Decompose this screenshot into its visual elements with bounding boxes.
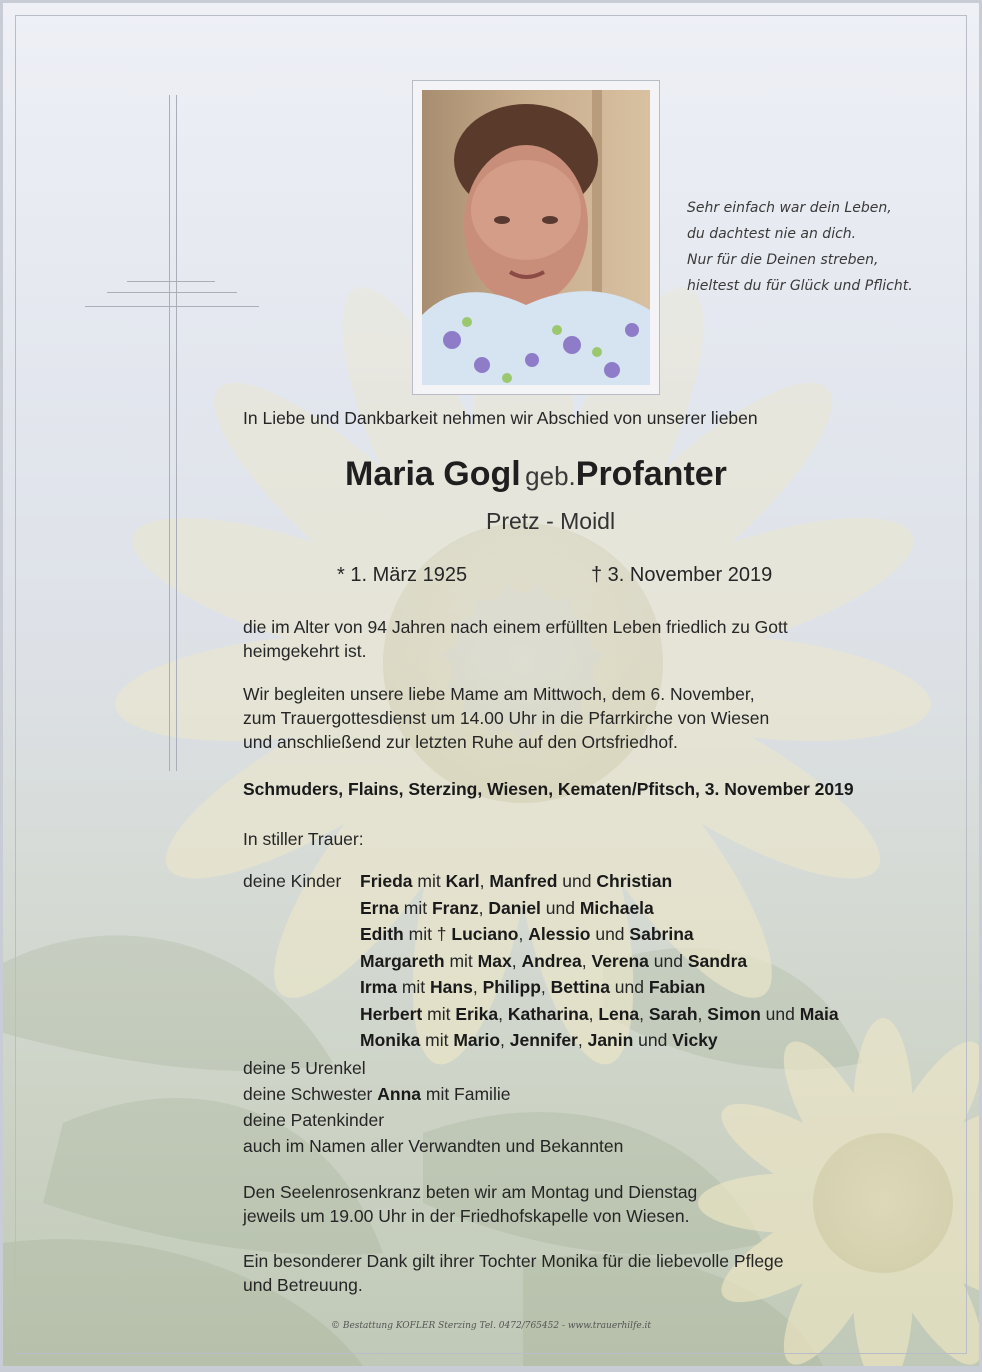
- places-date: [243, 779, 854, 800]
- poem: [687, 195, 913, 299]
- places-date-text: Schmuders, Flains, Sterzing, Wiesen, Kematen/Pfitsch, 3. November 2019: [243, 779, 854, 799]
- child-row: Frieda mit Karl, Manfred und Christian: [360, 871, 673, 891]
- paragraph-line: und anschließend zur letzten Ruhe auf den Ortsfriedhof.: [243, 732, 678, 752]
- portrait-frame: [412, 80, 660, 395]
- cross-icon: [169, 95, 177, 771]
- child-row: Edith mit † Luciano, Alessio und Sabrina: [360, 924, 694, 944]
- kinder-label: deine Kinder: [243, 871, 342, 891]
- paragraph-line: Wir begleiten unsere liebe Mame am Mittwoch, dem 6. November,: [243, 684, 755, 704]
- thanks-line: und Betreuung.: [243, 1275, 363, 1295]
- deceased-first-last: Maria Gogl: [345, 455, 521, 493]
- child-row: Herbert mit Erika, Katharina, Lena, Sarah, Simon und Maia: [360, 1003, 839, 1024]
- relatives-paten: deine Patenkinder: [243, 1110, 385, 1130]
- geb-label: geb.: [525, 461, 576, 491]
- thanks-line: Ein besonderer Dank gilt ihrer Tochter Monika für die liebevolle Pflege: [243, 1251, 784, 1271]
- paragraph-line: die im Alter von 94 Jahren nach einem erfüllten Leben friedlich zu Gott: [243, 617, 788, 637]
- deceased-maiden: Profanter: [575, 455, 727, 493]
- child-row: Erna mit Franz, Daniel und Michaela: [360, 897, 654, 918]
- paragraph-line: zum Trauergottesdienst um 14.00 Uhr in die Pfarrkirche von Wiesen: [243, 708, 770, 728]
- relatives-urenkel: deine 5 Urenkel: [243, 1058, 366, 1078]
- child-row: Margareth mit Max, Andrea, Verena und Sandra: [360, 950, 748, 971]
- child-row: Monika mit Mario, Jennifer, Janin und Vicky: [360, 1030, 718, 1050]
- death-date: † 3. November 2019: [591, 564, 773, 586]
- cross-bar-mid: [107, 292, 237, 293]
- obituary-card: [3, 3, 979, 1366]
- poem-line: Sehr einfach war dein Leben,: [687, 200, 892, 216]
- poem-line: du dachtest nie an dich.: [687, 226, 857, 242]
- cross-bar-low: [85, 306, 259, 307]
- paragraph-line: heimgekehrt ist.: [243, 641, 367, 661]
- footer-credit: © Bestattung KOFLER Sterzing Tel. 0472/765452 - www.trauerhilfe.it: [330, 1321, 652, 1331]
- deceased-nickname: Pretz - Moidl: [486, 508, 616, 534]
- intro-text: In Liebe und Dankbarkeit nehmen wir Abschied von unserer lieben: [243, 408, 758, 428]
- relatives-schwester: deine Schwester Anna mit Familie: [243, 1084, 511, 1104]
- poem-line: hieltest du für Glück und Pflicht.: [687, 278, 913, 294]
- trauer-label: In stiller Trauer:: [243, 829, 364, 849]
- poem-line: Nur für die Deinen streben,: [687, 252, 879, 268]
- cross-bar-top: [127, 281, 215, 282]
- birth-date: * 1. März 1925: [337, 564, 468, 586]
- child-row: Irma mit Hans, Philipp, Bettina und Fabian: [360, 977, 706, 997]
- rosary-line: Den Seelenrosenkranz beten wir am Montag und Dienstag: [243, 1182, 698, 1202]
- relatives-alle: auch im Namen aller Verwandten und Bekannten: [243, 1136, 624, 1156]
- children-list: [360, 868, 839, 1054]
- portrait-photo: [422, 90, 650, 385]
- rosary-line: jeweils um 19.00 Uhr in der Friedhofskapelle von Wiesen.: [243, 1206, 690, 1226]
- deceased-name: [345, 455, 727, 494]
